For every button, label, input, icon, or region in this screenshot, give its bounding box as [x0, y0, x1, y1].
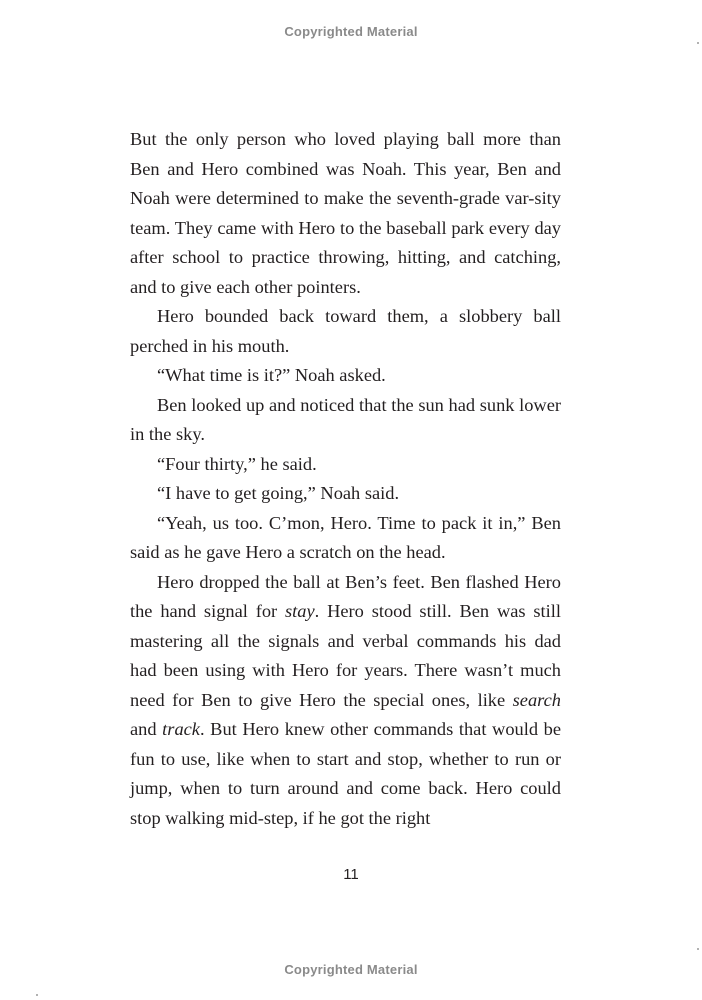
paragraph-text: Ben looked up and noticed that the sun had sunk lower in the sky. [130, 394, 561, 444]
paragraph-text: Hero dropped the ball at Ben’s feet. Ben flashed Hero the hand signal for [130, 571, 561, 621]
paragraph-text: . But Hero knew other commands that would be fun to use, like when to start and stop, whether to run or jump, when to turn around and come back. Hero could stop walking mid-step, if he got the right [130, 719, 561, 828]
paragraph [130, 302, 561, 361]
page-number: 11 [343, 866, 359, 883]
paragraph-text: “Four thirty,” he said. [157, 453, 317, 474]
dialogue-paragraph [130, 361, 561, 391]
page-body-text [130, 125, 561, 833]
dialogue-paragraph [130, 479, 561, 509]
paragraph-text: . Hero stood still. Ben was still mastering all the signals and verbal commands his dad had been using with Hero for years. There wasn’t much need for Ben to give Hero the special ones, like [130, 601, 561, 710]
copyright-watermark-top: Copyrighted Material [284, 24, 418, 39]
paragraph [130, 125, 561, 302]
dialogue-paragraph [130, 450, 561, 480]
paragraph-text: But the only person who loved playing ball more than Ben and Hero combined was Noah. This year, Ben and Noah were determined to make the seventh-grade var-sity team. They came with Hero to the baseball park every day after school to practice throwing, hitting, and catching, and to give each other pointers. [130, 129, 561, 297]
paragraph [130, 568, 561, 834]
paragraph-text: and [130, 719, 163, 739]
italic-command-track: track [162, 719, 200, 739]
paragraph-text: “What time is it?” Noah asked. [157, 365, 386, 385]
italic-command-stay: stay [285, 601, 315, 621]
paragraph-text: “I have to get going,” Noah said. [157, 483, 400, 503]
paragraph-text: Hero bounded back toward them, a slobbery ball perched in his mouth. [130, 306, 561, 356]
paragraph-text: “Yeah, us too. C’mon, Hero. Time to pack it in,” Ben said as he gave Hero a scratch on the head. [130, 512, 561, 562]
italic-command-search: search [512, 689, 561, 710]
scan-speck [697, 42, 699, 44]
scan-speck [697, 948, 699, 950]
paragraph [130, 391, 561, 450]
copyright-watermark-bottom: Copyrighted Material [284, 962, 418, 977]
scan-speck [36, 994, 38, 996]
dialogue-paragraph [130, 509, 561, 568]
